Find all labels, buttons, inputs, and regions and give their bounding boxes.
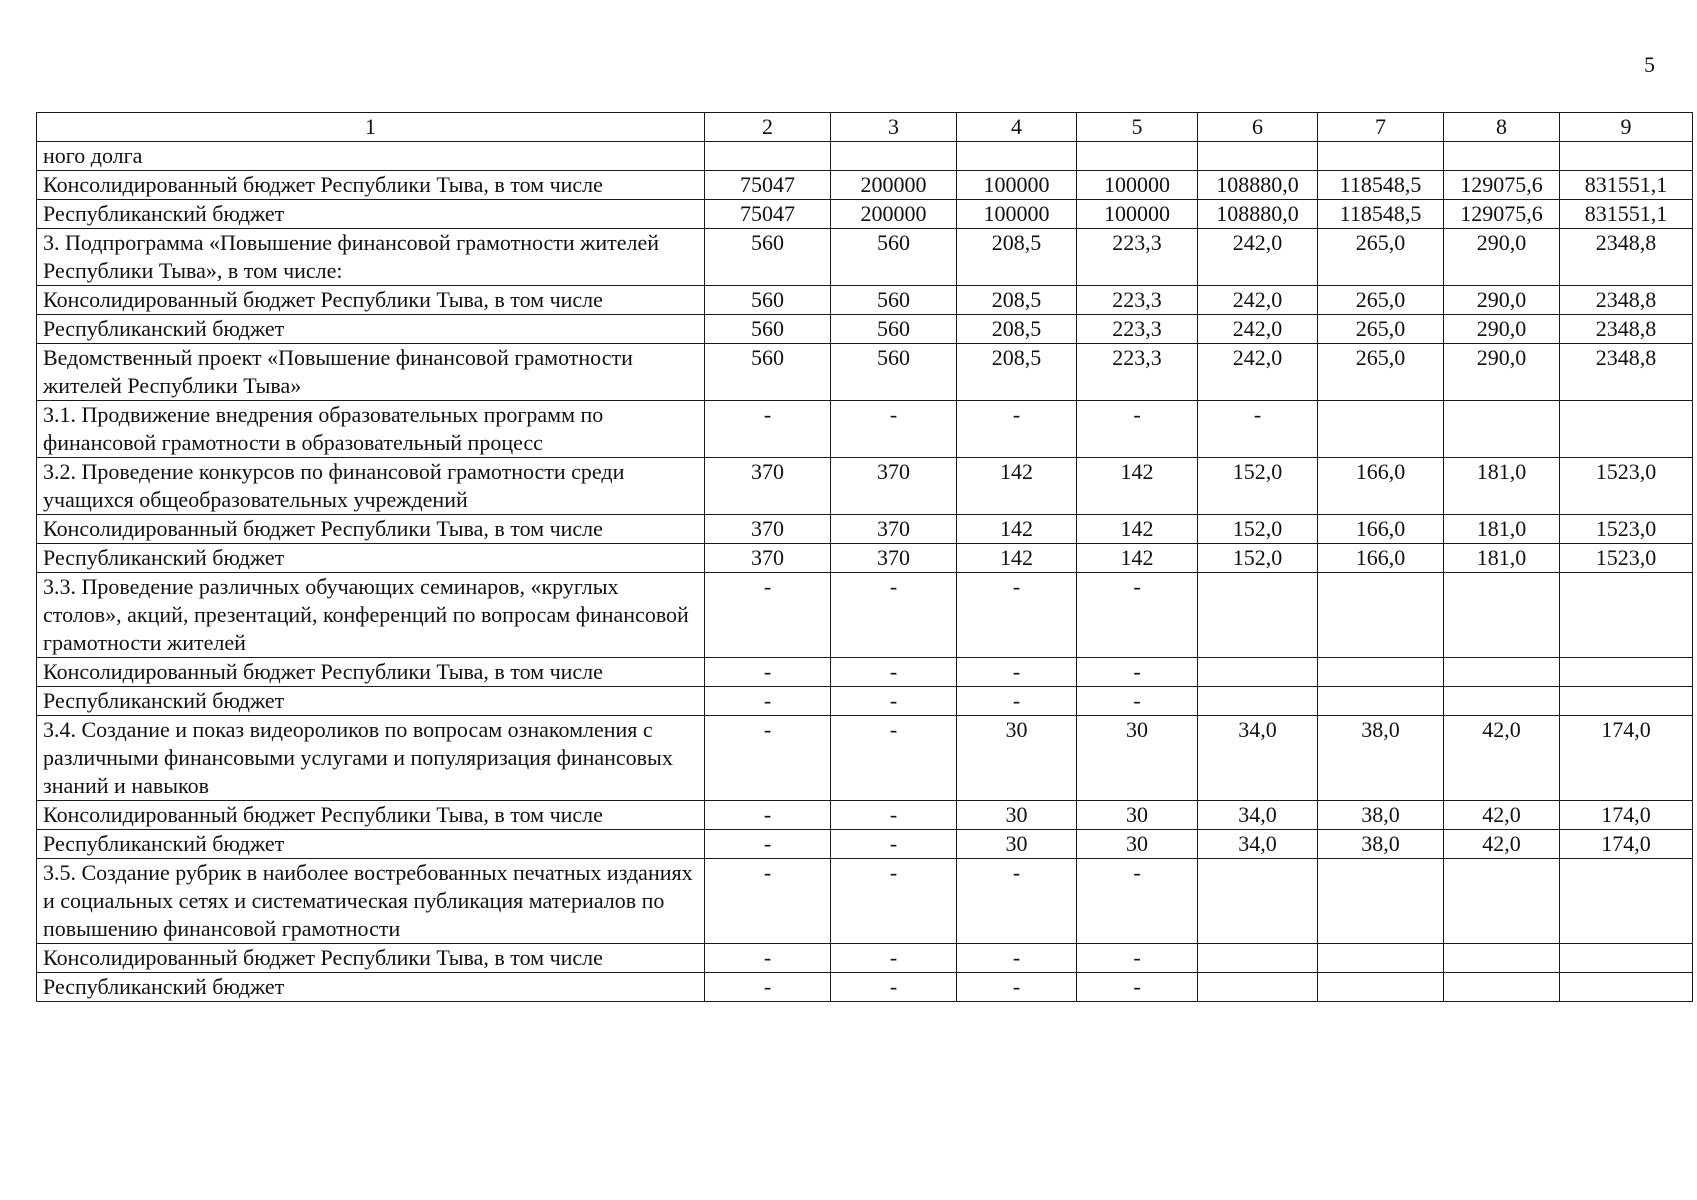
- value-cell: 118548,5: [1318, 200, 1444, 229]
- value-cell: 242,0: [1198, 286, 1318, 315]
- value-cell: [1560, 658, 1693, 687]
- value-cell: 142: [1077, 515, 1198, 544]
- value-cell: 30: [957, 716, 1077, 801]
- value-cell: [1198, 973, 1318, 1002]
- value-cell: 290,0: [1444, 286, 1560, 315]
- value-cell: [1560, 973, 1693, 1002]
- header-cell: 9: [1560, 113, 1693, 142]
- value-cell: 152,0: [1198, 544, 1318, 573]
- value-cell: [1444, 859, 1560, 944]
- row-name-cell: Консолидированный бюджет Республики Тыва, в том числе: [37, 801, 705, 830]
- value-cell: 560: [831, 344, 957, 401]
- value-cell: 290,0: [1444, 315, 1560, 344]
- value-cell: 290,0: [1444, 344, 1560, 401]
- value-cell: 174,0: [1560, 716, 1693, 801]
- value-cell: 181,0: [1444, 515, 1560, 544]
- value-cell: [1318, 944, 1444, 973]
- value-cell: 100000: [1077, 200, 1198, 229]
- value-cell: 2348,8: [1560, 286, 1693, 315]
- value-cell: 100000: [957, 171, 1077, 200]
- header-cell: 5: [1077, 113, 1198, 142]
- value-cell: [1318, 658, 1444, 687]
- value-cell: 30: [1077, 716, 1198, 801]
- value-cell: -: [957, 973, 1077, 1002]
- value-cell: [1560, 142, 1693, 171]
- value-cell: [1198, 658, 1318, 687]
- value-cell: 208,5: [957, 286, 1077, 315]
- value-cell: 30: [957, 830, 1077, 859]
- value-cell: 265,0: [1318, 229, 1444, 286]
- value-cell: 174,0: [1560, 801, 1693, 830]
- table-row: [37, 286, 1693, 315]
- header-cell: 1: [37, 113, 705, 142]
- value-cell: 242,0: [1198, 315, 1318, 344]
- value-cell: 30: [1077, 801, 1198, 830]
- value-cell: 290,0: [1444, 229, 1560, 286]
- value-cell: -: [957, 687, 1077, 716]
- value-cell: 560: [705, 315, 831, 344]
- header-cell: 8: [1444, 113, 1560, 142]
- value-cell: 208,5: [957, 229, 1077, 286]
- table-row: [37, 573, 1693, 658]
- value-cell: 370: [705, 515, 831, 544]
- value-cell: 152,0: [1198, 458, 1318, 515]
- table-row: [37, 944, 1693, 973]
- value-cell: -: [705, 401, 831, 458]
- value-cell: 30: [1077, 830, 1198, 859]
- row-name-cell: 3.5. Создание рубрик в наиболее востребованных печатных изданиях и социальных сетях и систематическая публикация материалов по повышению финансовой грамотности: [37, 859, 705, 944]
- value-cell: 108880,0: [1198, 171, 1318, 200]
- value-cell: 34,0: [1198, 716, 1318, 801]
- value-cell: [1444, 573, 1560, 658]
- table-row: [37, 142, 1693, 171]
- value-cell: [1560, 401, 1693, 458]
- row-name-cell: Консолидированный бюджет Республики Тыва, в том числе: [37, 944, 705, 973]
- table-row: [37, 716, 1693, 801]
- value-cell: -: [831, 658, 957, 687]
- value-cell: [957, 142, 1077, 171]
- value-cell: -: [831, 973, 957, 1002]
- row-name-cell: ного долга: [37, 142, 705, 171]
- value-cell: -: [831, 859, 957, 944]
- value-cell: [1198, 859, 1318, 944]
- value-cell: 265,0: [1318, 315, 1444, 344]
- value-cell: 1523,0: [1560, 515, 1693, 544]
- value-cell: 242,0: [1198, 344, 1318, 401]
- value-cell: 166,0: [1318, 544, 1444, 573]
- value-cell: 831551,1: [1560, 171, 1693, 200]
- header-cell: 6: [1198, 113, 1318, 142]
- value-cell: -: [957, 658, 1077, 687]
- value-cell: 38,0: [1318, 716, 1444, 801]
- value-cell: -: [831, 401, 957, 458]
- value-cell: 142: [1077, 458, 1198, 515]
- value-cell: -: [1077, 658, 1198, 687]
- value-cell: 2348,8: [1560, 315, 1693, 344]
- table-row: [37, 229, 1693, 286]
- value-cell: 1523,0: [1560, 544, 1693, 573]
- value-cell: [1077, 142, 1198, 171]
- value-cell: [1318, 859, 1444, 944]
- value-cell: 38,0: [1318, 830, 1444, 859]
- table-row: [37, 515, 1693, 544]
- value-cell: -: [957, 573, 1077, 658]
- row-name-cell: Республиканский бюджет: [37, 200, 705, 229]
- value-cell: [1198, 687, 1318, 716]
- value-cell: 129075,6: [1444, 200, 1560, 229]
- value-cell: 1523,0: [1560, 458, 1693, 515]
- value-cell: [1444, 944, 1560, 973]
- row-name-cell: 3. Подпрограмма «Повышение финансовой грамотности жителей Республики Тыва», в том числе:: [37, 229, 705, 286]
- row-name-cell: Консолидированный бюджет Республики Тыва, в том числе: [37, 171, 705, 200]
- row-name-cell: Республиканский бюджет: [37, 687, 705, 716]
- value-cell: -: [705, 658, 831, 687]
- value-cell: 181,0: [1444, 458, 1560, 515]
- row-name-cell: Ведомственный проект «Повышение финансовой грамотности жителей Республики Тыва»: [37, 344, 705, 401]
- value-cell: 142: [957, 515, 1077, 544]
- table-row: [37, 687, 1693, 716]
- value-cell: [1444, 687, 1560, 716]
- value-cell: [1318, 973, 1444, 1002]
- value-cell: 370: [705, 544, 831, 573]
- table-row: [37, 544, 1693, 573]
- value-cell: 208,5: [957, 344, 1077, 401]
- value-cell: 118548,5: [1318, 171, 1444, 200]
- value-cell: 152,0: [1198, 515, 1318, 544]
- table-row: [37, 344, 1693, 401]
- value-cell: 370: [831, 515, 957, 544]
- value-cell: -: [1077, 573, 1198, 658]
- row-name-cell: Республиканский бюджет: [37, 544, 705, 573]
- value-cell: -: [831, 801, 957, 830]
- header-row: [37, 113, 1693, 142]
- value-cell: 42,0: [1444, 801, 1560, 830]
- row-name-cell: Консолидированный бюджет Республики Тыва, в том числе: [37, 658, 705, 687]
- value-cell: 560: [705, 286, 831, 315]
- value-cell: 30: [957, 801, 1077, 830]
- value-cell: 242,0: [1198, 229, 1318, 286]
- value-cell: -: [705, 973, 831, 1002]
- value-cell: 2348,8: [1560, 344, 1693, 401]
- value-cell: -: [705, 859, 831, 944]
- value-cell: 560: [705, 229, 831, 286]
- value-cell: -: [705, 716, 831, 801]
- table-row: [37, 973, 1693, 1002]
- value-cell: [1318, 687, 1444, 716]
- table-row: [37, 315, 1693, 344]
- row-name-cell: Консолидированный бюджет Республики Тыва, в том числе: [37, 286, 705, 315]
- value-cell: -: [957, 944, 1077, 973]
- table-row: [37, 200, 1693, 229]
- table-row: [37, 830, 1693, 859]
- value-cell: 100000: [957, 200, 1077, 229]
- value-cell: 166,0: [1318, 458, 1444, 515]
- row-name-cell: Республиканский бюджет: [37, 315, 705, 344]
- value-cell: 142: [957, 544, 1077, 573]
- value-cell: [1444, 658, 1560, 687]
- value-cell: 38,0: [1318, 801, 1444, 830]
- value-cell: [705, 142, 831, 171]
- value-cell: [831, 142, 957, 171]
- value-cell: 108880,0: [1198, 200, 1318, 229]
- value-cell: 34,0: [1198, 801, 1318, 830]
- value-cell: [1198, 142, 1318, 171]
- value-cell: 208,5: [957, 315, 1077, 344]
- row-name-cell: 3.1. Продвижение внедрения образовательных программ по финансовой грамотности в образовательный процесс: [37, 401, 705, 458]
- value-cell: 100000: [1077, 171, 1198, 200]
- value-cell: -: [705, 830, 831, 859]
- value-cell: -: [1077, 401, 1198, 458]
- value-cell: 223,3: [1077, 229, 1198, 286]
- table-row: [37, 458, 1693, 515]
- page-number: 5: [1644, 52, 1655, 77]
- value-cell: -: [1077, 687, 1198, 716]
- header-cell: 7: [1318, 113, 1444, 142]
- value-cell: -: [831, 830, 957, 859]
- value-cell: 129075,6: [1444, 171, 1560, 200]
- value-cell: 223,3: [1077, 315, 1198, 344]
- value-cell: [1560, 573, 1693, 658]
- value-cell: 265,0: [1318, 344, 1444, 401]
- value-cell: [1444, 973, 1560, 1002]
- value-cell: 370: [831, 544, 957, 573]
- header-cell: 2: [705, 113, 831, 142]
- value-cell: 223,3: [1077, 286, 1198, 315]
- header-cell: 4: [957, 113, 1077, 142]
- table-body: [37, 142, 1693, 1002]
- value-cell: -: [705, 944, 831, 973]
- value-cell: -: [1077, 944, 1198, 973]
- value-cell: -: [1077, 973, 1198, 1002]
- value-cell: -: [831, 944, 957, 973]
- value-cell: [1318, 573, 1444, 658]
- value-cell: -: [831, 716, 957, 801]
- value-cell: 560: [831, 286, 957, 315]
- value-cell: [1560, 859, 1693, 944]
- value-cell: 200000: [831, 171, 957, 200]
- value-cell: 42,0: [1444, 716, 1560, 801]
- value-cell: [1444, 142, 1560, 171]
- value-cell: 560: [831, 229, 957, 286]
- row-name-cell: 3.4. Создание и показ видеороликов по вопросам ознакомления с различными финансовыми услугами и популяризация финансовых знаний и навыков: [37, 716, 705, 801]
- value-cell: -: [705, 573, 831, 658]
- value-cell: -: [1077, 859, 1198, 944]
- value-cell: 560: [831, 315, 957, 344]
- value-cell: 370: [705, 458, 831, 515]
- value-cell: -: [1198, 401, 1318, 458]
- value-cell: 174,0: [1560, 830, 1693, 859]
- value-cell: 166,0: [1318, 515, 1444, 544]
- value-cell: -: [831, 687, 957, 716]
- header-cell: 3: [831, 113, 957, 142]
- value-cell: [1560, 687, 1693, 716]
- value-cell: 75047: [705, 171, 831, 200]
- row-name-cell: Консолидированный бюджет Республики Тыва, в том числе: [37, 515, 705, 544]
- table-row: [37, 658, 1693, 687]
- row-name-cell: Республиканский бюджет: [37, 830, 705, 859]
- value-cell: 142: [1077, 544, 1198, 573]
- value-cell: 2348,8: [1560, 229, 1693, 286]
- value-cell: 200000: [831, 200, 957, 229]
- value-cell: [1198, 944, 1318, 973]
- value-cell: -: [705, 801, 831, 830]
- table-row: [37, 171, 1693, 200]
- budget-table: [36, 112, 1693, 1002]
- value-cell: -: [831, 573, 957, 658]
- value-cell: [1198, 573, 1318, 658]
- value-cell: [1318, 142, 1444, 171]
- value-cell: 831551,1: [1560, 200, 1693, 229]
- table-row: [37, 801, 1693, 830]
- row-name-cell: 3.3. Проведение различных обучающих семинаров, «круглых столов», акций, презентаций, конференций по вопросам финансовой грамотности жителей: [37, 573, 705, 658]
- value-cell: -: [705, 687, 831, 716]
- value-cell: 370: [831, 458, 957, 515]
- value-cell: -: [957, 859, 1077, 944]
- value-cell: 142: [957, 458, 1077, 515]
- value-cell: -: [957, 401, 1077, 458]
- value-cell: [1318, 401, 1444, 458]
- value-cell: 34,0: [1198, 830, 1318, 859]
- value-cell: 181,0: [1444, 544, 1560, 573]
- value-cell: 560: [705, 344, 831, 401]
- value-cell: 75047: [705, 200, 831, 229]
- value-cell: 265,0: [1318, 286, 1444, 315]
- value-cell: 223,3: [1077, 344, 1198, 401]
- value-cell: [1560, 944, 1693, 973]
- value-cell: 42,0: [1444, 830, 1560, 859]
- table-row: [37, 401, 1693, 458]
- table-row: [37, 859, 1693, 944]
- row-name-cell: Республиканский бюджет: [37, 973, 705, 1002]
- row-name-cell: 3.2. Проведение конкурсов по финансовой грамотности среди учащихся общеобразовательных учреждений: [37, 458, 705, 515]
- value-cell: [1444, 401, 1560, 458]
